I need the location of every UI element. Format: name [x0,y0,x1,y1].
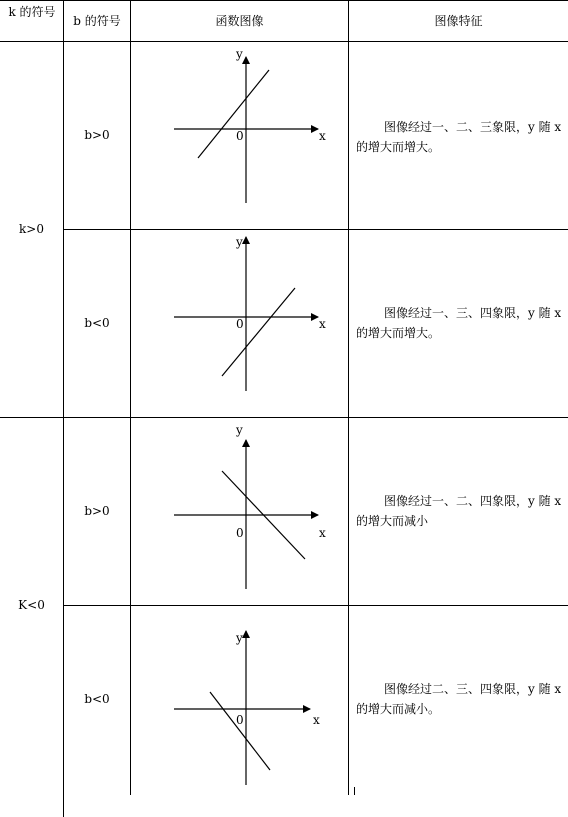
header-b-sign: b 的符号 [73,14,121,28]
header-k-sign: k 的符号 [8,5,56,19]
graph-3 [174,423,326,589]
graph-2-y-label: y [236,235,243,249]
graph-1-y-label: y [236,47,243,61]
graph-2-origin-label: 0 [236,317,244,331]
graph-4-function-line [210,692,270,770]
row1-b-label: b>0 [84,128,110,142]
k-negative-label: K<0 [18,598,45,612]
row3-feature-text: 图像经过一、二、四象限，y 随 x 的增大而减小 [356,494,562,528]
graph-4-origin-label: 0 [236,713,244,727]
row1-feature-text: 图像经过一、二、三象限，y 随 x 的增大而增大。 [356,120,562,154]
row2-b-label: b<0 [84,316,110,330]
graph-4-y-label: y [236,631,243,645]
graph-2 [174,235,326,391]
graph-2-function-line [222,288,295,376]
graph-1-x-label: x [319,129,326,143]
graph-3-x-label: x [319,526,326,540]
graph-4 [174,631,320,785]
graph-2-x-label: x [319,317,326,331]
graph-1-function-line [198,70,269,158]
k-positive-label: k>0 [19,222,44,236]
graph-3-y-label: y [236,423,243,437]
row3-b-label: b>0 [84,504,110,518]
graph-1 [174,47,326,203]
row2-feature-text: 图像经过一、三、四象限，y 随 x 的增大而增大。 [356,306,562,340]
header-features: 图像特征 [434,14,483,28]
row4-feature-text: 图像经过二、三、四象限，y 随 x 的增大而减小。 [356,682,562,716]
graph-1-origin-label: 0 [236,129,244,143]
graph-3-origin-label: 0 [236,526,244,540]
graph-4-x-label: x [313,713,320,727]
header-graph: 函数图像 [215,14,264,28]
row4-b-label: b<0 [84,692,110,706]
